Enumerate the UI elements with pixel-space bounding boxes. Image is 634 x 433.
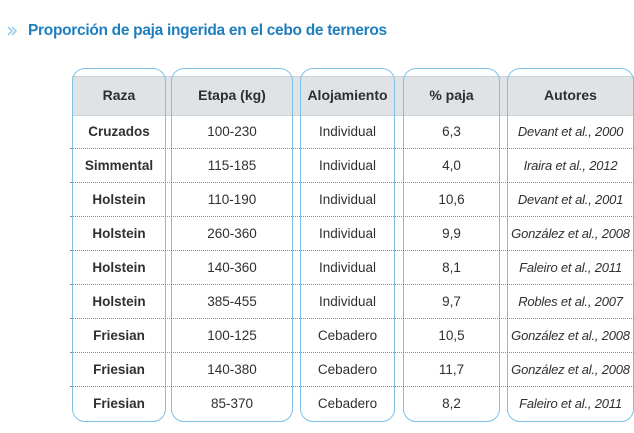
cell-alojamiento: Individual <box>318 191 377 207</box>
cell-etapa: 140-380 <box>207 361 257 377</box>
straw-proportion-table <box>68 68 634 430</box>
cell-alojamiento: Individual <box>318 123 377 139</box>
cell-raza: Cruzados <box>88 123 150 139</box>
cell-autores: González et al., 2008 <box>511 225 630 241</box>
cell-paja: 4,0 <box>442 157 461 173</box>
cell-raza: Friesian <box>93 395 145 411</box>
column-header-etapa: Etapa (kg) <box>198 87 266 103</box>
cell-alojamiento: Cebadero <box>317 361 378 377</box>
cell-raza: Holstein <box>92 259 146 275</box>
page-heading <box>6 20 387 42</box>
cell-etapa: 385-455 <box>207 293 257 309</box>
cell-alojamiento: Cebadero <box>317 395 378 411</box>
column-header-paja: % paja <box>429 87 474 103</box>
cell-etapa: 85-370 <box>210 395 254 411</box>
cell-autores: Devant et al., 2001 <box>517 191 624 207</box>
cell-alojamiento: Cebadero <box>317 327 378 343</box>
cell-alojamiento: Individual <box>318 293 377 309</box>
cell-etapa: 110-190 <box>207 191 257 207</box>
cell-alojamiento: Individual <box>318 225 377 241</box>
cell-autores: Faleiro et al., 2011 <box>519 395 622 411</box>
cell-paja: 9,9 <box>442 225 461 241</box>
double-chevron-right-icon <box>6 24 20 38</box>
cell-paja: 10,5 <box>438 327 465 343</box>
column-header-raza: Raza <box>102 87 136 103</box>
cell-raza: Friesian <box>93 361 145 377</box>
cell-raza: Holstein <box>92 225 146 241</box>
column-header-autores: Autores <box>544 87 597 103</box>
cell-alojamiento: Individual <box>318 157 377 173</box>
cell-raza: Friesian <box>93 327 145 343</box>
cell-paja: 6,3 <box>442 123 461 139</box>
cell-paja: 8,1 <box>442 259 461 275</box>
cell-paja: 10,6 <box>438 191 465 207</box>
cell-paja: 11,7 <box>438 361 465 377</box>
page-title: Proporción de paja ingerida en el cebo de terneros <box>28 22 387 39</box>
cell-paja: 9,7 <box>442 293 461 309</box>
cell-etapa: 100-125 <box>207 327 257 343</box>
column-header-alojamiento: Alojamiento <box>307 87 388 103</box>
cell-autores: Iraira et al., 2012 <box>523 157 618 173</box>
cell-raza: Holstein <box>92 293 146 309</box>
cell-alojamiento: Individual <box>318 259 377 275</box>
cell-autores: Faleiro et al., 2011 <box>519 259 622 275</box>
cell-etapa: 140-360 <box>207 259 257 275</box>
cell-autores: González et al., 2008 <box>511 361 630 377</box>
cell-autores: Devant et al., 2000 <box>517 123 624 139</box>
cell-autores: Robles et al., 2007 <box>518 293 623 309</box>
cell-etapa: 260-360 <box>207 225 257 241</box>
cell-etapa: 115-185 <box>207 157 257 173</box>
cell-autores: González et al., 2008 <box>511 327 630 343</box>
cell-raza: Holstein <box>92 191 146 207</box>
cell-raza: Simmental <box>84 157 154 173</box>
cell-etapa: 100-230 <box>207 123 257 139</box>
cell-paja: 8,2 <box>442 395 461 411</box>
